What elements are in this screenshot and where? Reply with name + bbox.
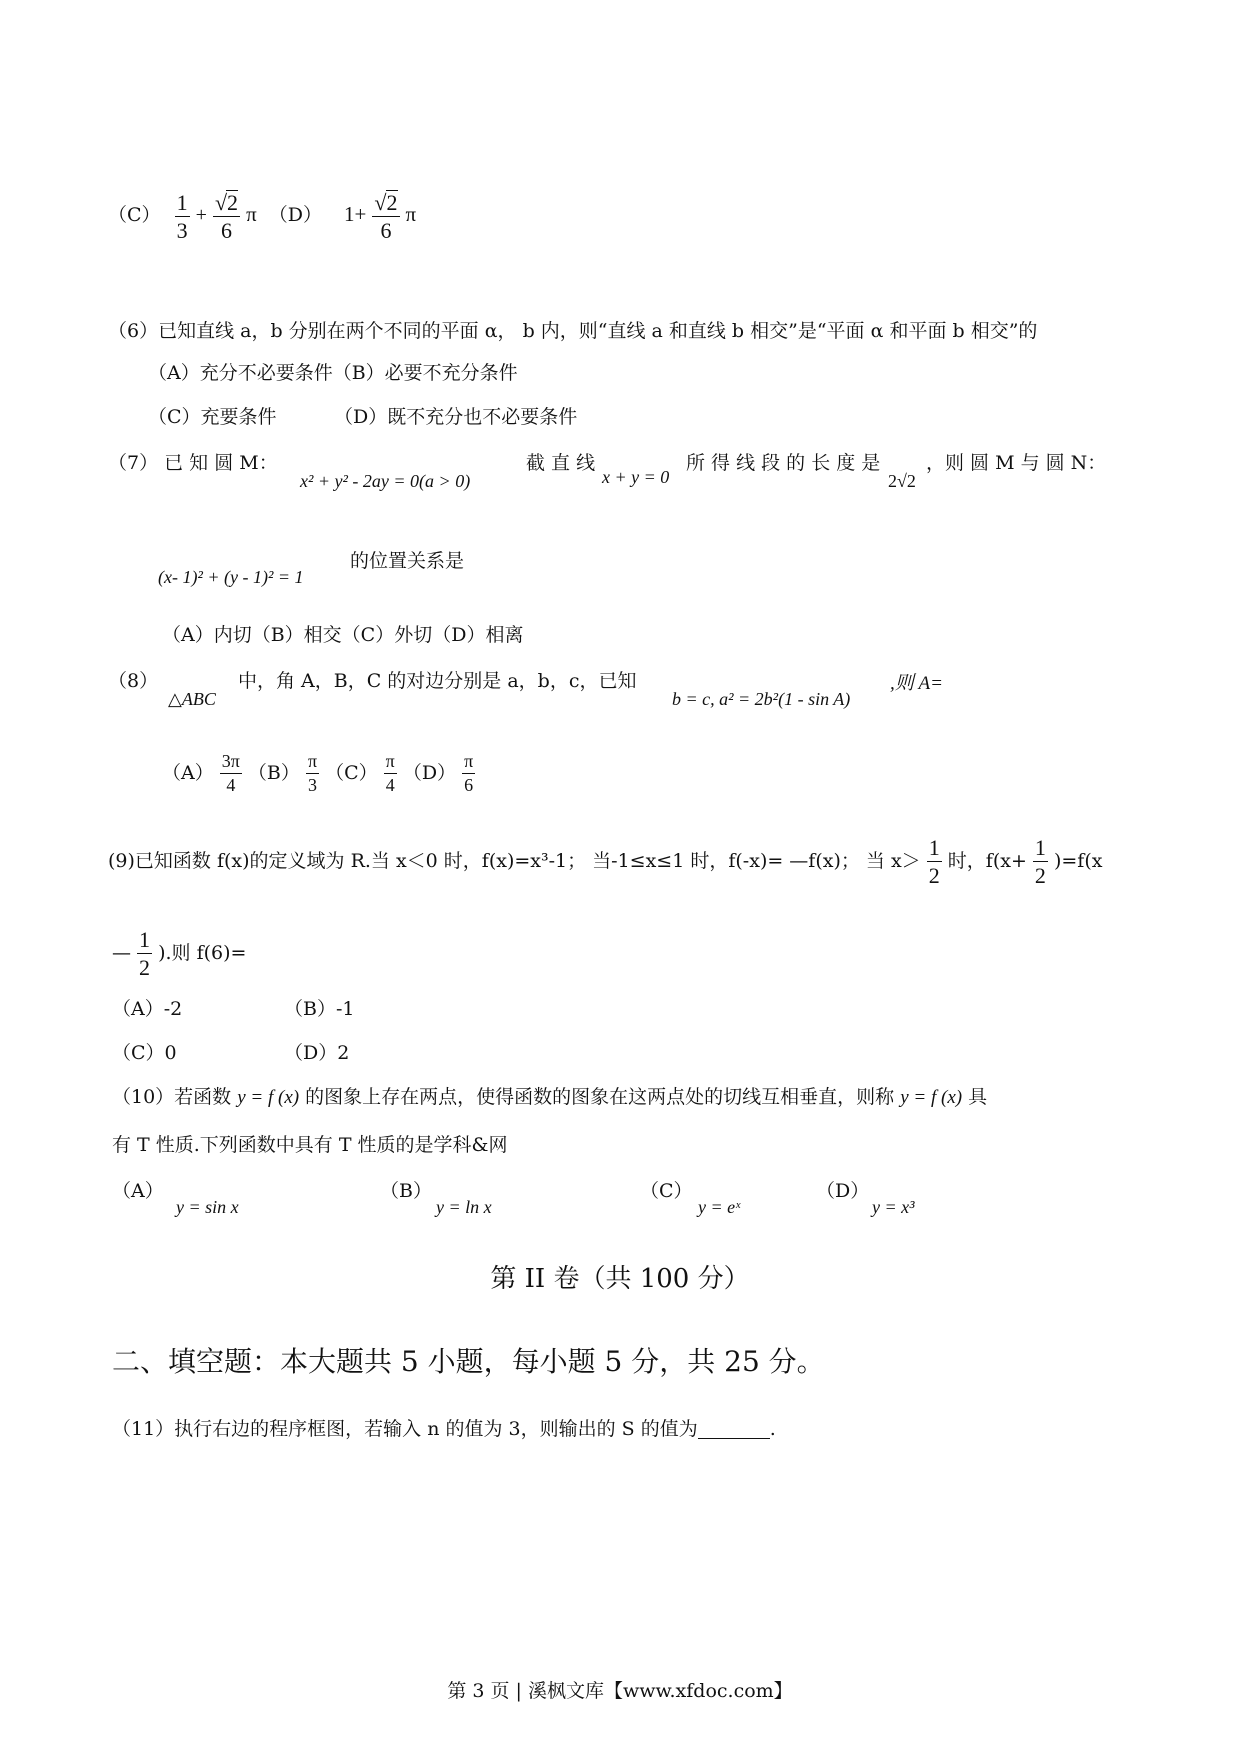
q5-options: （C） $\frac{1}{3}$ + $\frac{√2}{6}$ π （D） 1+ $\frac{√2}{6}$ π <box>108 189 417 244</box>
q10-line2: 有 T 性质.下列函数中具有 T 性质的是学科&网 <box>112 1134 508 1156</box>
q7-part3: 所 得 线 段 的 长 度 是 <box>686 452 881 474</box>
q7-part1: （7） 已 知 圆 M： <box>108 452 278 474</box>
q8-frac-d: $\frac{\pi}{6}$ <box>464 751 474 795</box>
q8-frac-a: $\frac{3\pi}{4}$ <box>221 751 240 795</box>
q8-frac-b: $\frac{\pi}{3}$ <box>307 751 318 795</box>
q8-condition: b = c, a² = 2b²(1 - sin A) <box>672 689 851 709</box>
q11-line: （11）执行右边的程序框图，若输入 n 的值为 3，则输出的 S 的值为 . <box>112 1418 776 1440</box>
q10-option-c-eq: y = eˣ <box>698 1197 741 1217</box>
q7-options: （A）内切（B）相交（C）外切（D）相离 <box>162 624 524 646</box>
part2-title: 第 II 卷（共 100 分） <box>490 1264 750 1294</box>
q7-part5: 的位置关系是 <box>350 550 465 572</box>
q8-triangle: △ABC <box>168 689 216 709</box>
q7-part4: ，则 圆 M 与 圆 N： <box>926 452 1107 474</box>
q5-opt-c-label: （C） <box>108 204 161 227</box>
q6-option-d: （D）既不充分也不必要条件 <box>334 406 578 428</box>
q9-line2: — $\frac{1}{2}$ ).则 f(6)= <box>112 927 247 981</box>
q9-half-1: $\frac{1}{2}$ <box>928 835 940 889</box>
q11-answer-blank <box>698 1420 770 1439</box>
q7-length: 2√2 <box>888 471 916 491</box>
q6-option-c: （C）充要条件 <box>148 406 277 428</box>
q10-option-a-label: （A） <box>112 1180 164 1202</box>
q10-option-d-eq: y = x³ <box>872 1197 915 1217</box>
q10-line1: （10）若函数 y = f (x) 的图象上存在两点，使得函数的图象在这两点处的切线互相垂直，则称 y = f (x) 具 <box>112 1086 988 1108</box>
q9-half-2: $\frac{1}{2}$ <box>1034 835 1046 889</box>
q8-label: （8） <box>108 670 159 692</box>
q7-line-eq: x + y = 0 <box>602 467 670 487</box>
q10-option-b-label: （B） <box>380 1180 432 1202</box>
q5-frac-1-3: $\frac{1}{3}$ <box>176 189 188 243</box>
q8-options: （A） $\frac{3\pi}{4}$ （B） $\frac{\pi}{3}$ （C） $\frac{\pi}{4}$ （D） $\frac{\pi}{6}$ <box>162 751 474 795</box>
q10-option-a-eq: y = sin x <box>176 1197 239 1217</box>
q9-option-d: （D）2 <box>284 1042 350 1064</box>
q10-option-b-eq: y = ln x <box>436 1197 492 1217</box>
page-footer: 第 3 页 | 溪枫文库【www.xfdoc.com】 <box>447 1680 793 1702</box>
q5-d-frac: $\frac{√2}{6}$ <box>374 190 398 244</box>
q5-frac-sqrt2-6: $\frac{√2}{6}$ <box>214 190 239 244</box>
q9-line1: (9)已知函数 f(x)的定义域为 R.当 x＜0 时，f(x)=x³-1； 当-1≤x≤1 时，f(-x)= —f(x)； 当 x＞ $\frac{1}{2}$ 时，f(x+ $\frac{1}{2}$ )=f(x <box>108 835 1103 889</box>
q10-option-c-label: （C） <box>640 1180 693 1202</box>
q9-option-c: （C）0 <box>112 1042 177 1064</box>
q8-text: 中，角 A，B，C 的对边分别是 a，b，c，已知 <box>238 670 637 692</box>
q8-tail: ,则 A= <box>890 673 943 694</box>
q9-option-b: （B）-1 <box>284 998 355 1020</box>
section2-title: 二、填空题：本大题共 5 小题，每小题 5 分，共 25 分。 <box>112 1345 825 1378</box>
q6-options-ab: （A）充分不必要条件（B）必要不充分条件 <box>148 362 518 384</box>
q9-option-a: （A）-2 <box>112 998 183 1020</box>
q7-circle-eq: x² + y² - 2ay = 0(a > 0) <box>300 471 471 491</box>
q6-stem: （6）已知直线 a，b 分别在两个不同的平面 α， b 内，则“直线 a 和直线 b 相交”是“平面 α 和平面 b 相交”的 <box>108 320 1038 342</box>
q9-half-3: $\frac{1}{2}$ <box>139 927 151 981</box>
q7-circle-n-eq: (x- 1)² + (y - 1)² = 1 <box>158 567 304 587</box>
q8-frac-c: $\frac{\pi}{4}$ <box>385 751 395 795</box>
q7-part2: 截 直 线 <box>526 452 596 474</box>
q5-opt-d-label: （D） <box>268 204 322 227</box>
q10-option-d-label: （D） <box>816 1180 870 1202</box>
